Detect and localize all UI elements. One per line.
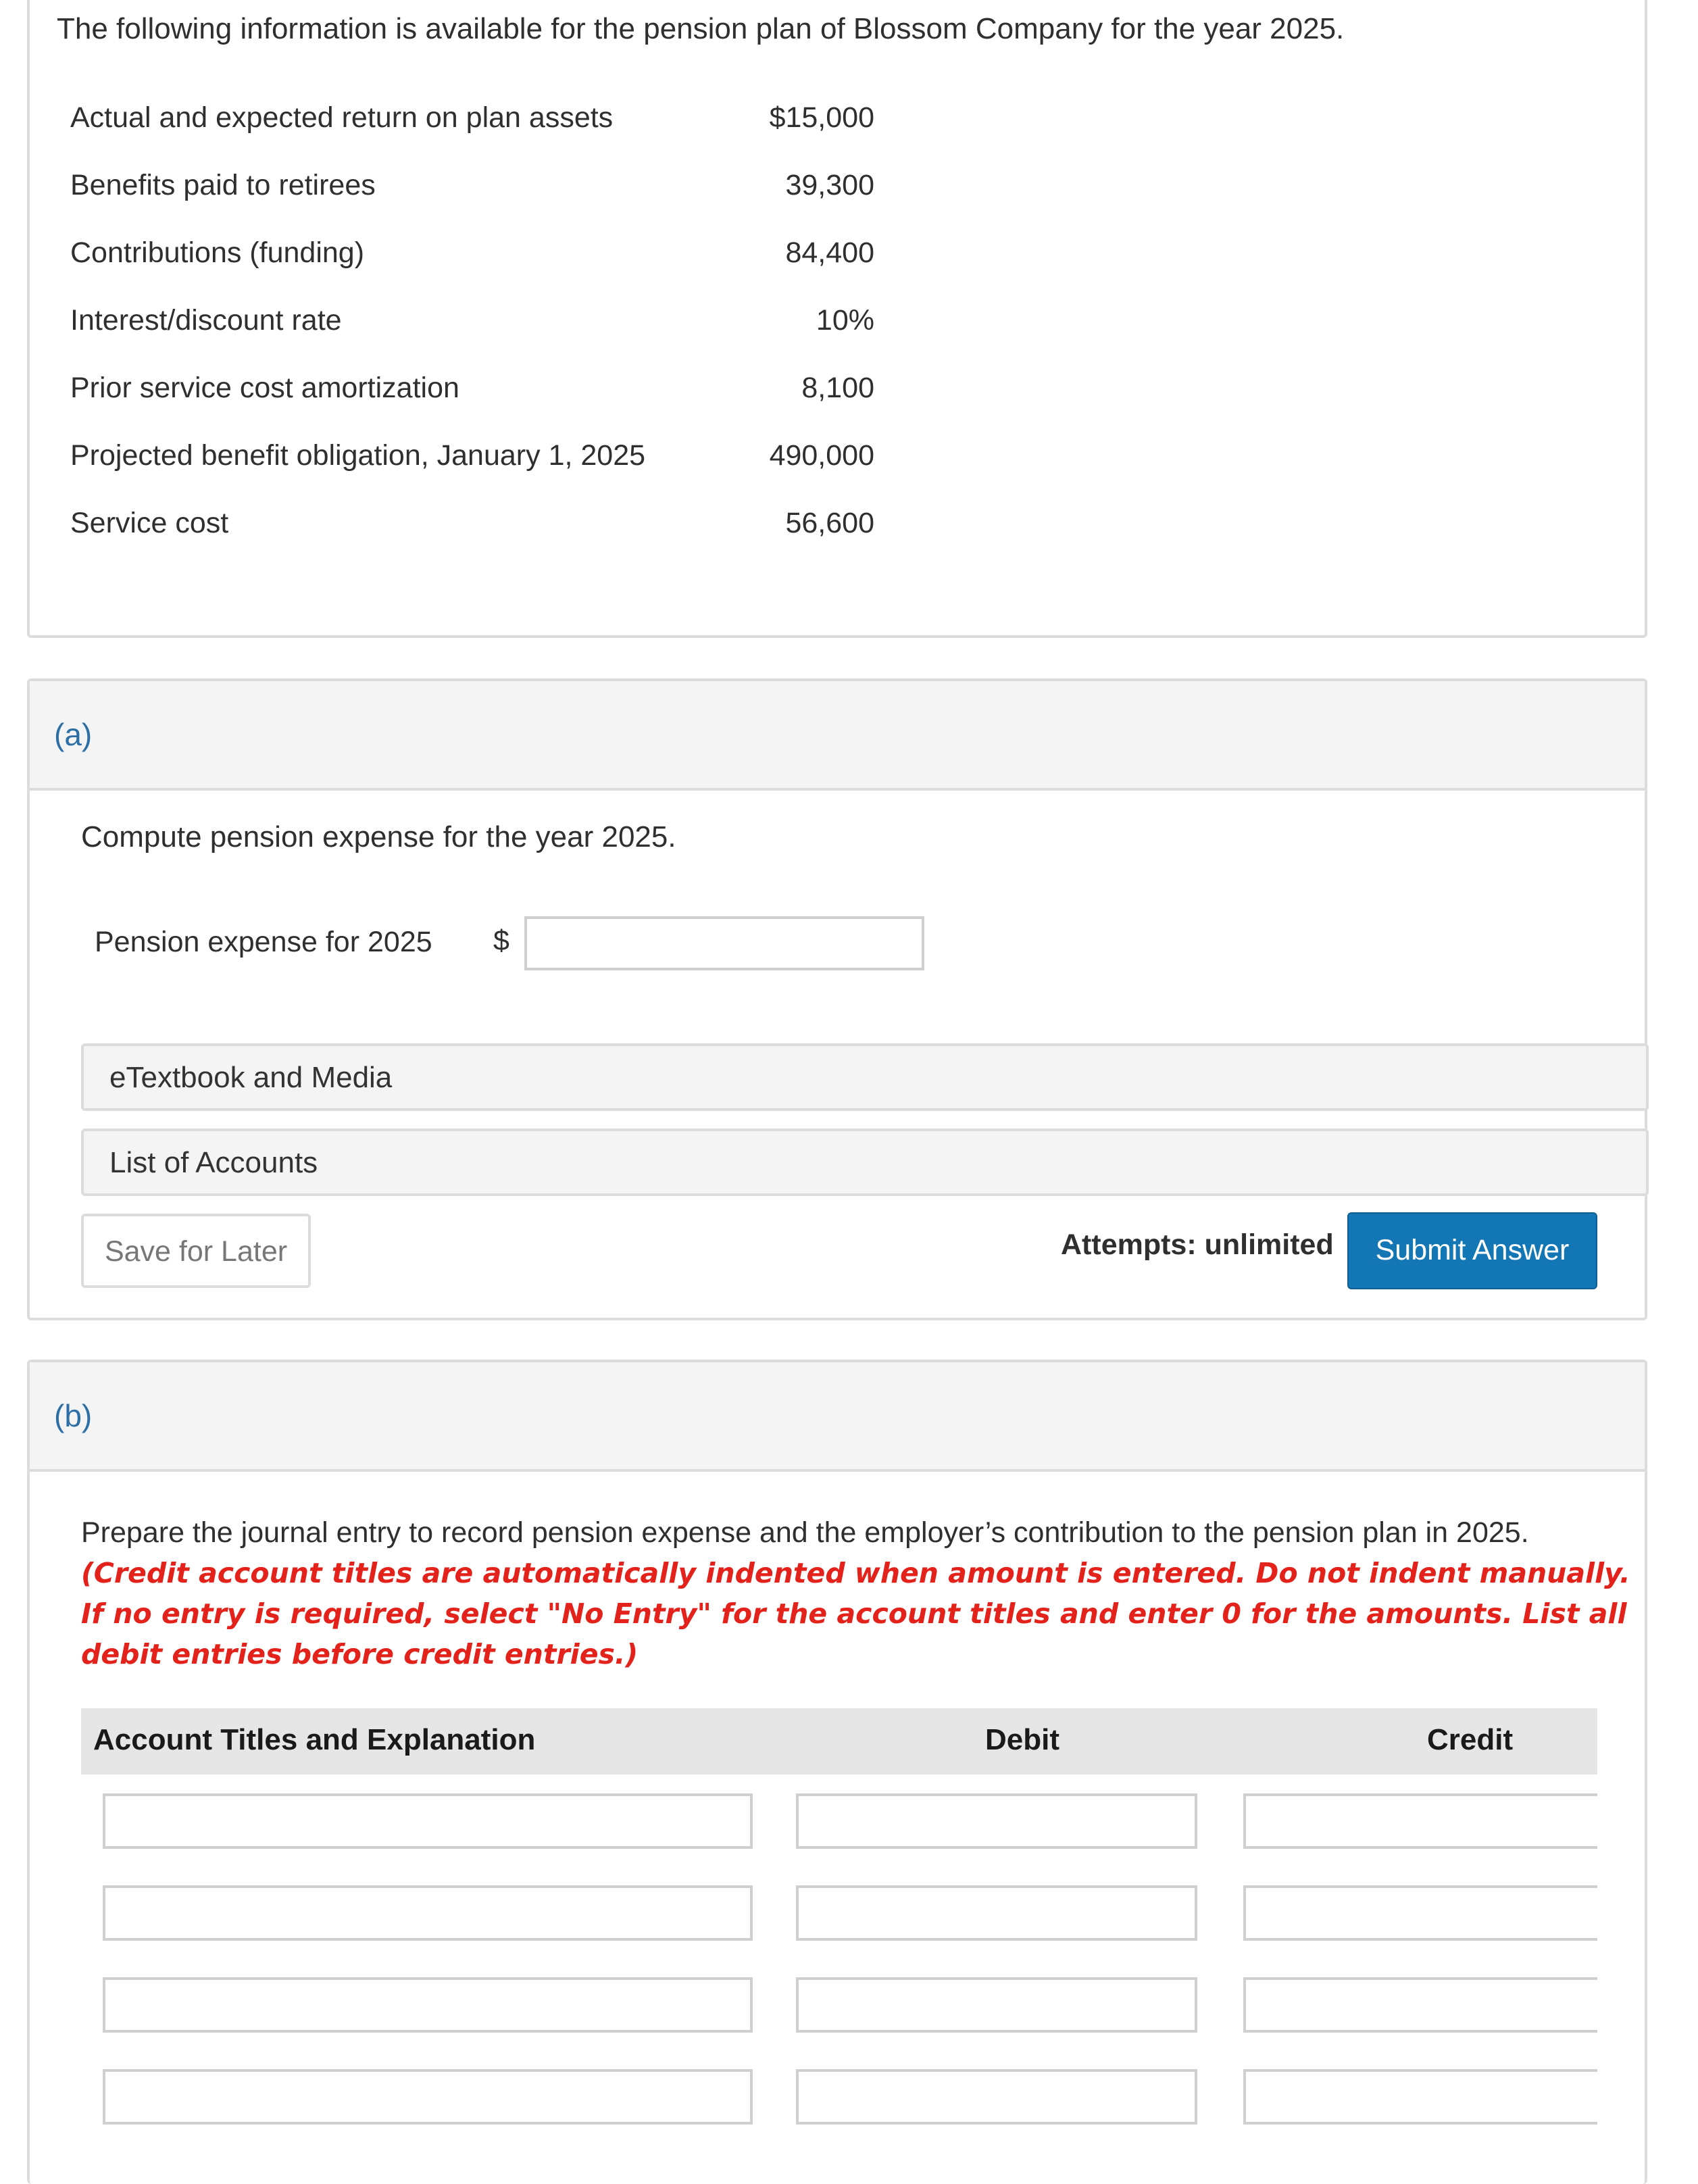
given-value: 84,400 bbox=[785, 237, 874, 269]
problem-statement: The following information is available for the pension plan of Blossom Company for the year 2025. bbox=[57, 12, 1345, 45]
part-b-letter: (b) bbox=[54, 1398, 93, 1433]
given-label: Contributions (funding) bbox=[70, 237, 365, 269]
given-row bbox=[70, 304, 874, 345]
account-title-input[interactable] bbox=[103, 1977, 753, 2033]
credit-input[interactable] bbox=[1243, 1885, 1597, 1941]
given-label: Prior service cost amortization bbox=[70, 372, 459, 404]
list-of-accounts-label: List of Accounts bbox=[109, 1146, 318, 1179]
given-row bbox=[70, 169, 874, 209]
column-credit: Credit bbox=[1427, 1723, 1514, 1756]
account-title-input[interactable] bbox=[103, 1885, 753, 1941]
part-a-question: Compute pension expense for the year 2025. bbox=[81, 820, 676, 853]
column-account-titles: Account Titles and Explanation bbox=[93, 1723, 536, 1756]
part-a-letter: (a) bbox=[54, 717, 93, 752]
problem-info-panel bbox=[27, 0, 1647, 638]
part-b-question-text: Prepare the journal entry to record pension expense and the employer’s contribution to the pension plan in 2025. bbox=[81, 1516, 1529, 1549]
attempts-text: Attempts: unlimited bbox=[1061, 1228, 1334, 1261]
given-label: Benefits paid to retirees bbox=[70, 169, 376, 201]
given-value: 39,300 bbox=[785, 169, 874, 201]
journal-entry-row bbox=[81, 1885, 1597, 1942]
journal-entry-row bbox=[81, 1977, 1597, 2034]
debit-input[interactable] bbox=[796, 1977, 1197, 2033]
credit-input[interactable] bbox=[1243, 1793, 1597, 1849]
part-b-instruction: (Credit account titles are automatically indented when amount is entered. Do not indent manually. If no entry is required, select "No Entry" for the account titles and enter 0 for the amounts. List all debit entries before credit entries.) bbox=[81, 1557, 1630, 1670]
submit-answer-label: Submit Answer bbox=[1375, 1234, 1570, 1266]
part-b-panel bbox=[27, 1360, 1647, 2184]
journal-entry-row bbox=[81, 1793, 1597, 1850]
part-b-question bbox=[81, 1512, 1635, 1674]
debit-input[interactable] bbox=[796, 2069, 1197, 2125]
given-value: 10% bbox=[816, 304, 874, 337]
save-for-later-button[interactable] bbox=[81, 1214, 311, 1288]
given-label: Actual and expected return on plan assets bbox=[70, 101, 614, 134]
given-value: 490,000 bbox=[769, 439, 874, 472]
currency-symbol: $ bbox=[493, 924, 509, 957]
given-value: 56,600 bbox=[785, 507, 874, 539]
journal-entry-row bbox=[81, 2069, 1597, 2126]
given-value: 8,100 bbox=[801, 372, 874, 404]
save-for-later-label: Save for Later bbox=[104, 1235, 288, 1268]
given-label: Interest/discount rate bbox=[70, 304, 342, 337]
given-row bbox=[70, 101, 874, 142]
given-row bbox=[70, 439, 874, 480]
credit-input[interactable] bbox=[1243, 1977, 1597, 2033]
journal-entry-header bbox=[81, 1708, 1597, 1775]
submit-answer-button[interactable] bbox=[1347, 1212, 1597, 1289]
list-of-accounts-bar[interactable] bbox=[81, 1128, 1649, 1196]
given-row bbox=[70, 237, 874, 277]
account-title-input[interactable] bbox=[103, 1793, 753, 1849]
pension-expense-input[interactable] bbox=[524, 916, 924, 970]
part-b-header bbox=[30, 1362, 1645, 1472]
part-a-header bbox=[30, 681, 1645, 791]
given-row bbox=[70, 372, 874, 412]
debit-input[interactable] bbox=[796, 1885, 1197, 1941]
etextbook-media-bar[interactable] bbox=[81, 1043, 1649, 1111]
debit-input[interactable] bbox=[796, 1793, 1197, 1849]
account-title-input[interactable] bbox=[103, 2069, 753, 2125]
given-label: Service cost bbox=[70, 507, 229, 539]
given-value: $15,000 bbox=[769, 101, 874, 134]
column-debit: Debit bbox=[985, 1723, 1059, 1756]
etextbook-media-label: eTextbook and Media bbox=[109, 1061, 393, 1094]
given-row bbox=[70, 507, 874, 547]
given-label: Projected benefit obligation, January 1, 2025 bbox=[70, 439, 646, 472]
credit-input[interactable] bbox=[1243, 2069, 1597, 2125]
pension-expense-label: Pension expense for 2025 bbox=[95, 926, 432, 958]
part-a-panel bbox=[27, 678, 1647, 1320]
